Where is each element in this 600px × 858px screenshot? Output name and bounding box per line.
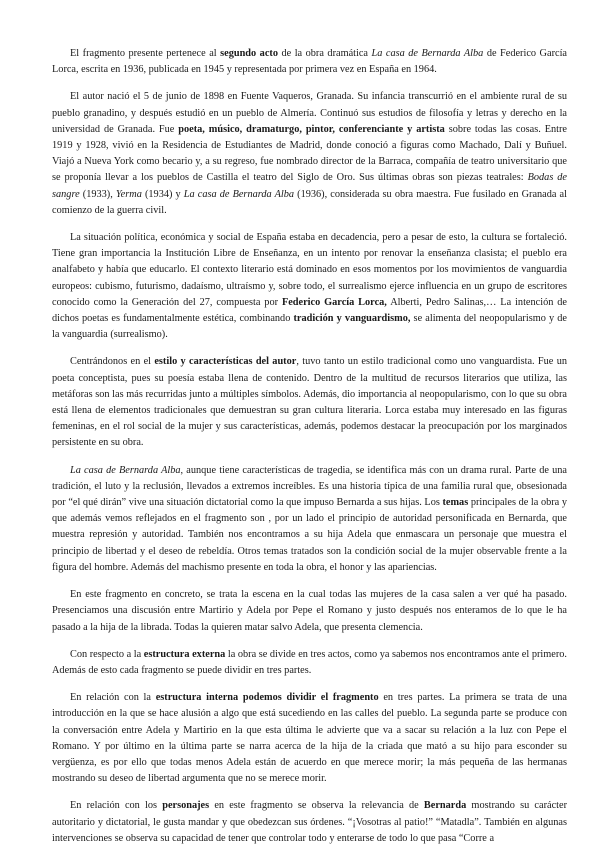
bold-text-run: segundo acto [220, 48, 278, 59]
paragraph-author-biography [52, 89, 567, 219]
bold-text-run: Bernarda [423, 800, 467, 812]
text-run: en tres partes. La primera se trata de una introducción en la que se hace alusión a algo que está sucediendo en las calles del pueblo. La segunda parte se produce con la conversación entre Adela y Martirio en la que esta última le advierte que va a sacar su relación a la luz con Pepe el Romano. Y por último en la última parte se narra acerca de la hija de la criada que mató a su hijo para esconder su vergüenza, es por ello que todas menos Adela están de acuerdo en que merece morir; la más pequeña de las hermanas mostrando su deseo de libertad argumenta que no se merece morir. [52, 692, 568, 785]
text-run: En relación con los [70, 800, 163, 812]
italic-text-run: Bodas de sangre [52, 172, 567, 200]
paragraph-author-style [52, 354, 567, 451]
text-run: la obra se divide en tres actos, como ya sabemos nos encontramos ante el primero. Además de esto cada fragmento se puede dividir en tres partes. [52, 648, 567, 676]
text-run: en este fragmento se observa la relevancia de [209, 800, 424, 812]
text-run: (1936), considerada su obra maestra. Fue fusilado en Granada al comienzo de la guerra civil. [52, 188, 567, 216]
paragraph-intro [52, 46, 567, 78]
paragraph-external-structure [52, 647, 567, 679]
text-run: Alberti, Pedro Salinas,… La intención de dichos poetas es fundamentalmente estética, combinando [52, 296, 567, 325]
text-run: sobre todas las cosas. Entre 1919 y 1928, vivió en la Residencia de Estudiantes de Madrid, donde conoció a figuras como Machado, Dalí y Buñuel. Viajó a Nueva York como becario y, a su regreso, fue nombrado director de la Barraca, compañía de teatro universitario que se proponía llevar a los pueblos de Castilla el teatro del Siglo de Oro. Sus últimas obras son piezas teatrales: [52, 123, 567, 184]
text-run: , tuvo tanto un estilo tradicional como uno vanguardista. Fue un poeta conceptista, pues su poesía estaba llena de contenido. Dentro de la multitud de recursos literarios que utiliza, las metáforas son las más recurridas junto a múltiples símbolos. Además, dio importancia al neopopularismo, con lo que su obra está llena de elementos tradicionales que demuestran su gran cultura literaria. Lorca estaba muy interesado en las figuras femeninas, en el rol social de la mujer y sus características, además, podemos destacar la preocupación por los marginados persistente en su obra. [52, 356, 568, 449]
bold-text-run: estructura externa [143, 648, 226, 660]
text-run: En relación con la [70, 692, 156, 704]
italic-text-run: Yerma [115, 188, 142, 200]
text-run: Con respecto a la [70, 648, 144, 660]
text-run: de Federico García Lorca, escrita en 1936, publicada en 1945 y representada por primera vez en España en 1964. [52, 48, 567, 76]
text-run: Centrándonos en el [70, 356, 155, 368]
bold-text-run: tradición y vanguardismo, [293, 313, 411, 325]
text-run: , aunque tiene características de tragedia, se identifica más con un drama rural. Parte de una tradición, el luto y la reclusión, llevados a extremos increíbles. Es una historia típica de una familia rural que, obsesionada por “el qué dirán” vive una situación dictatorial como la que impuso Bernarda a sus hijas. Los [52, 464, 567, 509]
text-run: La situación política, económica y social de España estaba en decadencia, pero a pesar de esto, la cultura se fortaleció. Tiene gran importancia la Institución Libre de Enseñanza, en un intento por renovar la enseñanza clasista; el pueblo era analfabeto y había que educarlo. El contexto literario está dominado en esos momentos por los movimientos de vanguardia europeos: cubismo, futurismo, dadaísmo, ultraísmo y, sobre todo, el surrealismo ejerce influencia en un grupo de escritores conocido como la Generación del 27, compuesta por [52, 232, 567, 308]
text-run: principales de la obra y que además vemos reflejados en el fragmento son , por un lado el principio de autoridad personificada en Bernarda, que muestra represión y autoridad. También nos encontramos a su hija Adela que enmascara un personaje que muestra el principio de libertad y el deseo de rebeldía. Otros temas tratados son la condición social de la mujer observable frente a la figura del hombre. Además del machismo presente en toda la obra, el honor y las apariencias. [52, 497, 567, 573]
bold-text-run: poeta, músico, dramaturgo, pintor, conferenciante y artista [178, 123, 445, 135]
text-run: (1933), [79, 188, 116, 200]
paragraph-internal-structure [52, 690, 567, 787]
bold-text-run: temas [442, 497, 469, 509]
italic-text-run: La casa de Bernarda Alba [70, 464, 181, 476]
paragraph-themes [52, 463, 567, 576]
text-run: mostrando su carácter autoritario y dictatorial, le gusta mandar y que obedezcan sus órdenes. “¡Vosotras al patio!” “Matadla”. También en algunas intervenciones se observa su capacidad de tener que controlar todo y enterarse de todo lo que pasa “Corre a [52, 800, 568, 844]
text-run: de la obra dramática [277, 48, 372, 59]
text-run: El autor nació el 5 de junio de 1898 en Fuente Vaqueros, Granada. Su infancia transcurrió en el ambiente rural de su pueblo granadino, y después estudió en un pueblo de Almería. Continuó sus estudios de filosofía y letras y derecho en la universidad de Granada. Fue [52, 91, 567, 135]
document-page [52, 46, 567, 858]
paragraph-historical-context [52, 230, 567, 343]
paragraph-fragment-summary [52, 587, 567, 636]
bold-text-run: personajes [162, 800, 210, 812]
italic-text-run: La casa de Bernarda Alba [371, 48, 484, 59]
text-run: En este fragmento en concreto, se trata la escena en la cual todas las mujeres de la casa salen a ver qué ha pasado. Presenciamos una discusión entre Martirio y Adela por Pepe el Romano y justo después nos enteramos de lo que le ha pasado a la hija de la librada. Todas la quieren matar salvo Adela, que presenta clemencia. [52, 589, 567, 633]
text-run: se alimenta del neopopularismo y de la vanguardia (surrealismo). [52, 313, 567, 341]
text-run: (1934) y [141, 188, 184, 200]
text-run: El fragmento presente pertenece al [70, 48, 221, 59]
paragraph-characters [52, 798, 567, 847]
italic-text-run: La casa de Bernarda Alba [183, 188, 295, 200]
bold-text-run: Federico García Lorca, [281, 296, 387, 308]
bold-text-run: estilo y características del autor [154, 356, 297, 368]
bold-text-run: estructura interna podemos dividir el fragmento [155, 692, 379, 704]
